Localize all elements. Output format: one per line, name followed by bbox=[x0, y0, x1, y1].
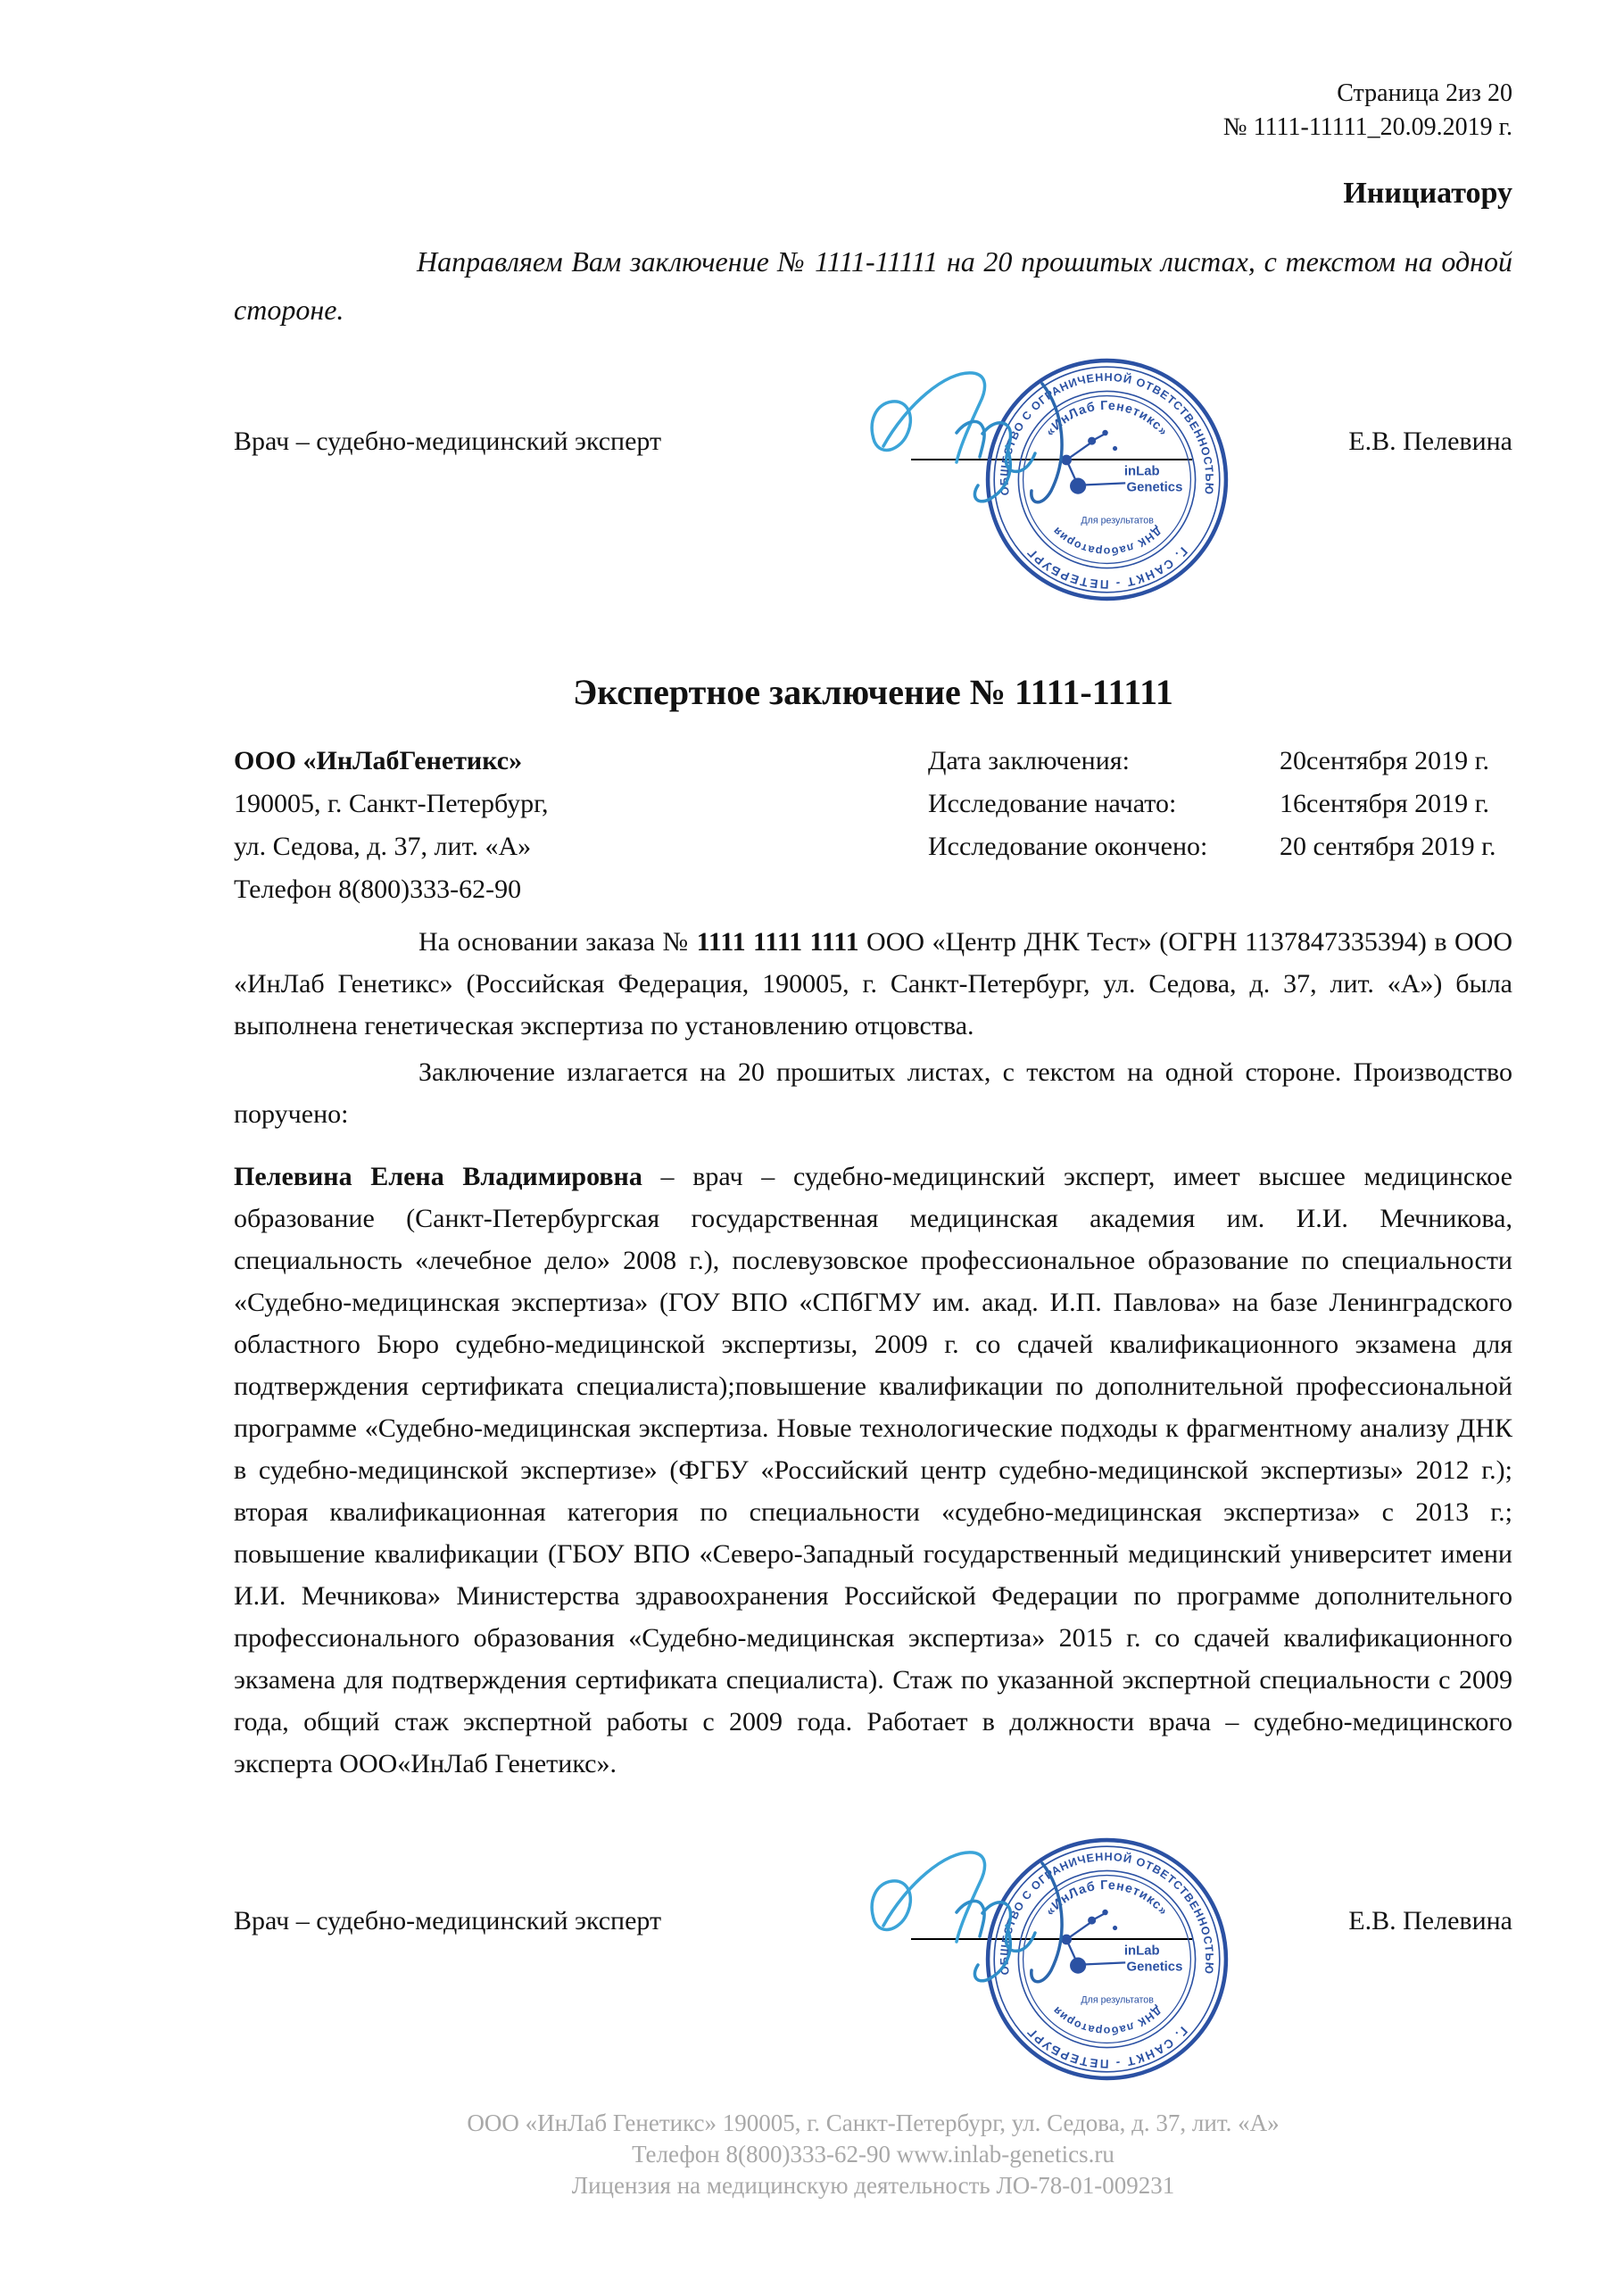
svg-text:Для результатов: Для результатов bbox=[1081, 515, 1154, 526]
svg-text:ДНК лаборатория: ДНК лаборатория bbox=[1049, 2003, 1164, 2037]
date-value: 20сентября 2019 г. bbox=[1280, 746, 1490, 775]
paragraph-sheets-note: Заключение излагается на 20 прошитых листах, с текстом на одной стороне. Производство поручено: bbox=[234, 1057, 1512, 1129]
svg-text:Genetics: Genetics bbox=[1126, 1960, 1183, 1975]
svg-text:inLab: inLab bbox=[1123, 464, 1160, 479]
svg-text:inLab: inLab bbox=[1123, 1944, 1160, 1959]
signature-svg bbox=[857, 357, 1124, 509]
date-label: Дата заключения: bbox=[928, 746, 1130, 775]
svg-text:Г. САНКТ - ПЕТЕРБУРГ: Г. САНКТ - ПЕТЕРБУРГ bbox=[1023, 2024, 1190, 2071]
signer-name: Е.В. Пелевина bbox=[1348, 427, 1512, 456]
paragraph-order-basis bbox=[234, 921, 1512, 1047]
paragraph-expert-bio bbox=[234, 1156, 1512, 1785]
page-number: Страница 2из 20 bbox=[1337, 79, 1512, 107]
cover-note: Направляем Вам заключение № 1111-11111 на 20 прошитых листах, с текстом на одной стороне. bbox=[234, 245, 1512, 326]
svg-text:ОБЩЕСТВО С ОГРАНИЧЕННОЙ ОТВЕТС: ОБЩЕСТВО С ОГРАНИЧЕННОЙ ОТВЕТСТВЕННОСТЬЮ bbox=[998, 1850, 1216, 1976]
handwritten-signature-icon bbox=[857, 1836, 1124, 1988]
svg-text:«ИнЛаб Генетикс»: «ИнЛаб Генетикс» bbox=[1043, 398, 1171, 440]
svg-text:Г. САНКТ - ПЕТЕРБУРГ: Г. САНКТ - ПЕТЕРБУРГ bbox=[1023, 544, 1190, 592]
text-run: 1111 1111 1111 bbox=[696, 927, 859, 957]
document-title: Экспертное заключение № 1111-11111 bbox=[573, 672, 1173, 712]
org-address-line1: 190005, г. Санкт-Петербург, bbox=[234, 789, 549, 818]
handwritten-signature-icon bbox=[857, 357, 1124, 509]
date-value: 20 сентября 2019 г. bbox=[1280, 832, 1496, 861]
footer-address: ООО «ИнЛаб Генетикс» 190005, г. Санкт-Петербург, ул. Седова, д. 37, лит. «А» bbox=[467, 2110, 1280, 2136]
signature-block-top bbox=[234, 348, 1512, 616]
role-label: Врач – судебно-медицинский эксперт bbox=[234, 1906, 662, 1935]
org-phone: Телефон 8(800)333-62-90 bbox=[234, 874, 522, 904]
page-header bbox=[234, 77, 1512, 145]
svg-text:Genetics: Genetics bbox=[1126, 480, 1183, 495]
svg-text:ДНК лаборатория: ДНК лаборатория bbox=[1049, 524, 1164, 558]
date-label: Исследование окончено: bbox=[928, 832, 1208, 861]
date-label: Исследование начато: bbox=[928, 789, 1177, 818]
org-info-grid bbox=[234, 746, 1512, 917]
signature-block-bottom bbox=[234, 1828, 1512, 2095]
page-footer bbox=[234, 2108, 1512, 2201]
svg-text:ОБЩЕСТВО С ОГРАНИЧЕННОЙ ОТВЕТС: ОБЩЕСТВО С ОГРАНИЧЕННОЙ ОТВЕТСТВЕННОСТЬЮ bbox=[998, 370, 1216, 496]
svg-text:«ИнЛаб Генетикс»: «ИнЛаб Генетикс» bbox=[1043, 1877, 1171, 1919]
document-number: № 1111-11111_20.09.2019 г. bbox=[1222, 113, 1512, 141]
recipient-heading: Инициатору bbox=[1343, 177, 1512, 210]
footer-phone-site: Телефон 8(800)333-62-90 www.inlab-genetics.ru bbox=[632, 2141, 1114, 2168]
text-run: На основании заказа № bbox=[418, 927, 697, 957]
date-value: 16сентября 2019 г. bbox=[1280, 789, 1490, 818]
org-address-line2: ул. Седова, д. 37, лит. «А» bbox=[234, 832, 532, 861]
signer-name: Е.В. Пелевина bbox=[1348, 1906, 1512, 1935]
role-label: Врач – судебно-медицинский эксперт bbox=[234, 427, 662, 456]
svg-text:Для результатов: Для результатов bbox=[1081, 1994, 1154, 2006]
text-run: ООО «Центр ДНК Тест» (ОГРН 1137847335394) в ООО «ИнЛаб Генетикс» (Российская Федерация, 190005, г. Санкт-Петербург, ул. Седова, д. 37, лит. «А») была выполнена генетическая экспертиза по установлению отцовства. bbox=[234, 927, 1512, 1040]
text-run: – врач – судебно-медицинский эксперт, имеет высшее медицинское образование (Санкт-Петербургская государственная медицинская академия им. И.И. Мечникова, специальность «лечебное дело» 2008 г.), послевузовское профессиональное образование по специальности «Судебно-медицинская экспертиза» (ГОУ ВПО «СПбГМУ им. акад. И.П. Павлова» на базе Ленинградского областного Бюро судебно-медицинской экспертизы, 2009 г. со сдачей квалификационного экзамена для подтверждения сертификата специалиста);повышение квалификации по дополнительной профессиональной программе «Судебно-медицинская экспертиза. Новые технологические подходы к фрагментному анализу ДНК в судебно-медицинской экспертизе» (ФГБУ «Российский центр судебно-медицинской экспертизы» 2012 г.); вторая квалификационная категория по специальности «судебно-медицинская экспертиза» с 2013 г.; повышение квалификации (ГБОУ ВПО «Северо-Западный государственный медицинский университет имени И.И. Мечникова» Министерства здравоохранения Российской Федерации по программе дополнительного профессионального образования «Судебно-медицинская экспертиза» 2015 г. со сдачей квалификационного экзамена для подтверждения сертификата специалиста). Стаж по указанной экспертной специальности с 2009 года, общий стаж экспертной работы с 2009 года. Работает в должности врача – судебно-медицинского эксперта ООО«ИнЛаб Генетикс». bbox=[234, 1162, 1512, 1778]
org-name: ООО «ИнЛабГенетикс» bbox=[234, 746, 523, 775]
footer-license: Лицензия на медицинскую деятельность ЛО-78-01-009231 bbox=[571, 2172, 1175, 2199]
text-run: Пелевина Елена Владимировна bbox=[234, 1162, 642, 1191]
signature-svg bbox=[857, 1836, 1124, 1988]
